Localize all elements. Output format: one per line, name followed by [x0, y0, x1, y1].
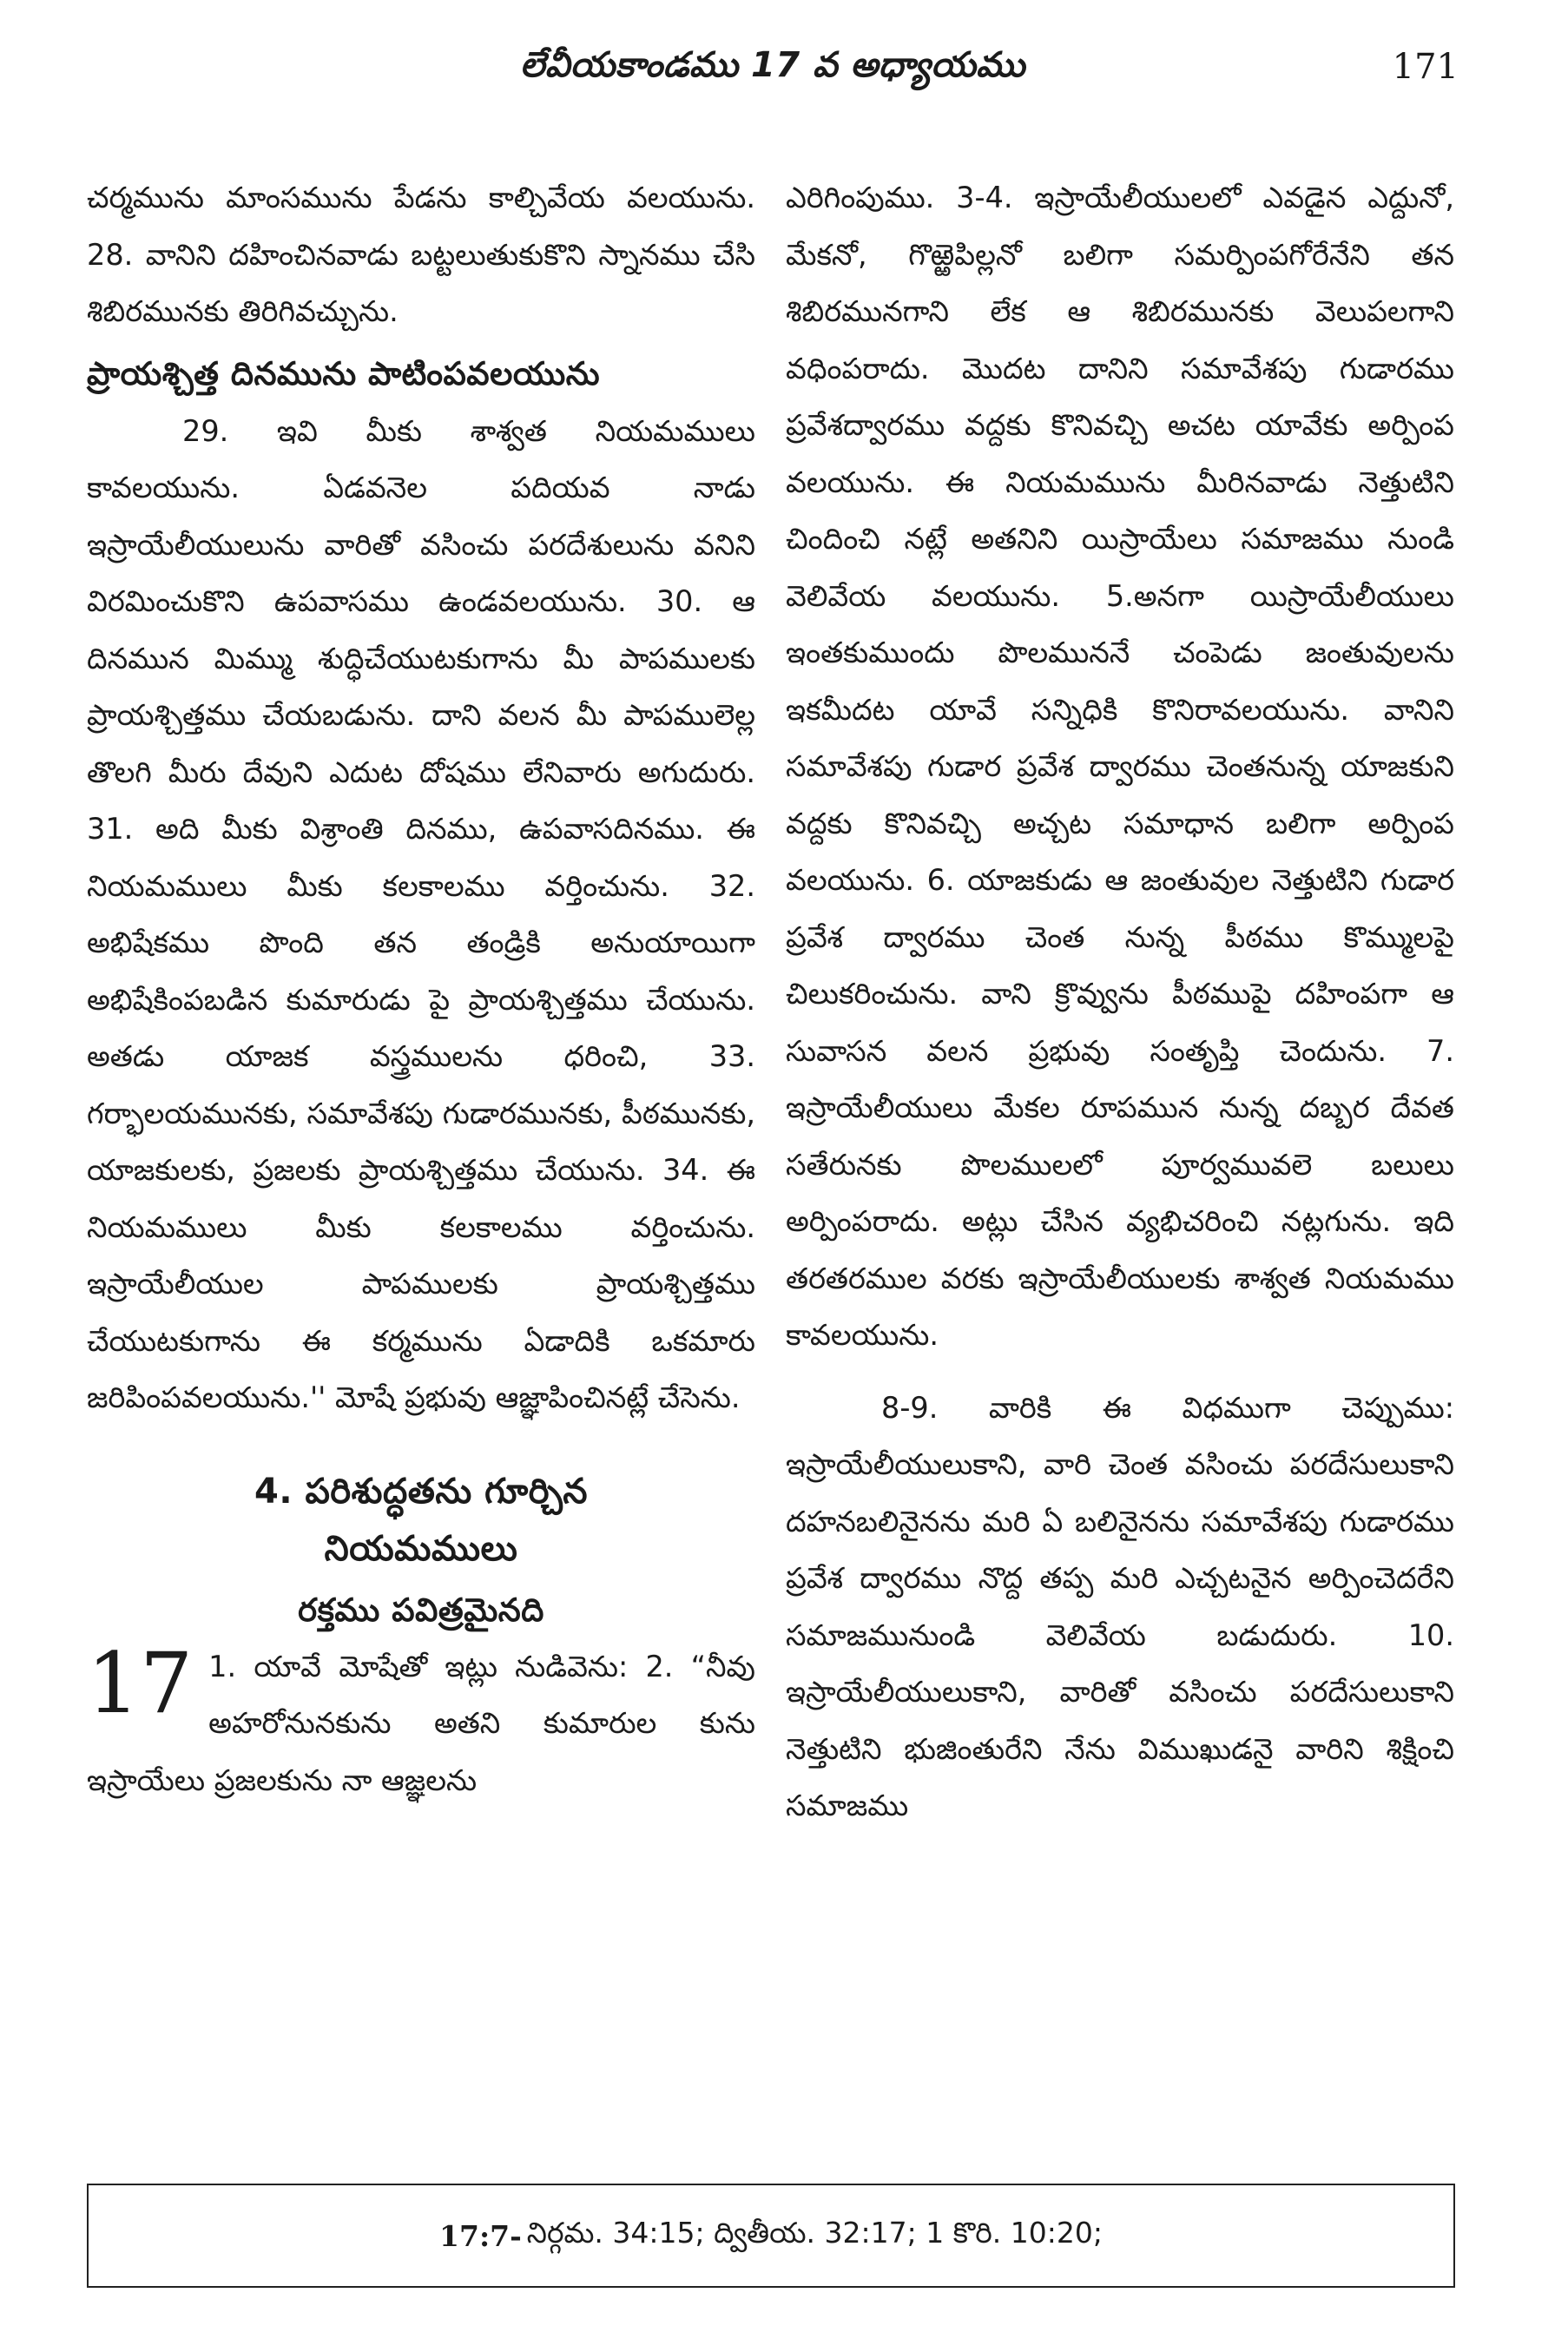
chapter-heading-line: 4. పరిశుద్ధతను గూర్చిన [254, 1471, 588, 1512]
section-heading: ప్రాయశ్చిత్త దినమును పాటింపవలయును [87, 354, 601, 392]
footnote-reference: 17:7- [439, 2218, 522, 2253]
page-number: 171 [1392, 47, 1459, 87]
running-header [87, 42, 1459, 111]
left-column [87, 169, 755, 1808]
right-column [786, 169, 1454, 1835]
paragraph: 29. ఇవి మీకు శాశ్వత నియమములు కావలయును. ఏడవనెల పదియవ నాడు ఇస్రాయేలీయులును వారితో వసించు పరదేశులును వనిని విరమించుకొని ఉపవాసము ఉండవలయును. 30. ఆ దినమున మిమ్ము శుద్ధిచేయుటకుగాను మీ పాపములకు ప్రాయశ్చిత్తము చేయబడును. దాని వలన మీ పాపములెల్ల తొలగి మీరు దేవుని ఎదుట దోషము లేనివారు అగుదురు. 31. అది మీకు విశ్రాంతి దినము, ఉపవాసదినము. ఈ నియమములు మీకు కలకాలము వర్తించును. 32. అభిషేకము పొంది తన తండ్రికి అనుయాయిగా అభిషేకింపబడిన కుమారుడు పై ప్రాయశ్చిత్తము చేయును. అతడు యాజక వస్త్రములను ధరించి, 33. గర్భాలయమునకు, సమావేశపు గుడారమునకు, పీఠమునకు, యాజకులకు, ప్రజలకు ప్రాయశ్చిత్తము చేయును. 34. ఈ నియమములు మీకు కలకాలము వర్తించును. ఇస్రాయేలీయుల పాపములకు ప్రాయశ్చిత్తము చేయుటకుగాను ఈ కర్మమును ఏడాదికి ఒకమారు జరిపింపవలయును.'' మోషే ప్రభువు ఆజ్ఞాపించినట్లే చేసెను. [87, 413, 755, 1414]
footnote-text: నిర్గమ. 34:15; ద్వితీయ. 32:17; 1 కొరి. 10:20; [526, 2215, 1103, 2250]
chapter-heading-line: నియమములు [324, 1528, 518, 1569]
paragraph: 1. యావే మోషేతో ఇట్లు నుడివెను: 2. “నీవు అహరోనునకును అతని కుమారుల కును ఇస్రాయేలు ప్రజలకును నా ఆజ్ఞలను [87, 1649, 755, 1797]
chapter-opening [87, 1634, 755, 1809]
running-title: లేవీయకాండము 17 వ అధ్యాయము [520, 45, 1025, 85]
sub-heading: రక్తము పవిత్రమైనది [298, 1591, 544, 1629]
footnote-box [87, 2184, 1455, 2288]
chapter-number: 17 [87, 1634, 194, 1732]
paragraph: 8-9. వారికి ఈ విధముగా చెప్పుము: ఇస్రాయేలీయులుకాని, వారి చెంత వసించు పరదేసులుకాని దహనబలినైనను మరి ఏ బలినైనను సమావేశపు గుడారము ప్రవేశ ద్వారము నొద్ద తప్ప మరి ఎచ్చటనైన అర్పించెదరేని సమాజమునుండి వెలివేయ బడుదురు. 10. ఇస్రాయేలీయులుకాని, వారితో వసించు పరదేసులుకాని నెత్తుటిని భుజింతురేని నేను విముఖుడనై వారిని శిక్షించి సమాజము [786, 1390, 1454, 1822]
chapter-heading [87, 1463, 755, 1578]
paragraph: ఎరిగింపుము. 3-4. ఇస్రాయేలీయులలో ఎవడైన ఎద్దునో, మేకనో, గొఱ్ఱెపిల్లనో బలిగా సమర్పింపగోరేనేని తన శిబిరమునగాని లేక ఆ శిబిరమునకు వెలుపలగాని వధింపరాదు. మొదట దానిని సమావేశపు గుడారము ప్రవేశద్వారము వద్దకు కొనివచ్చి అచట యావేకు అర్పింప వలయును. ఈ నియమమును మీరినవాడు నెత్తుటిని చిందించి నట్లే అతనిని యిస్రాయేలు సమాజము నుండి వెలివేయ వలయును. 5.అనగా యిస్రాయేలీయులు ఇంతకుముందు పొలముననే చంపెడు జంతువులను ఇకమీదట యావే సన్నిధికి కొనిరావలయును. వానిని సమావేశపు గుడార ప్రవేశ ద్వారము చెంతనున్న యాజకుని వద్దకు కొనివచ్చి అచ్చట సమాధాన బలిగా అర్పింప వలయును. 6. యాజకుడు ఆ జంతువుల నెత్తుటిని గుడార ప్రవేశ ద్వారము చెంత నున్న పీఠము కొమ్ములపై చిలుకరించును. వాని క్రొవ్వును పీఠముపై దహింపగా ఆ సువాసన వలన ప్రభువు సంతృప్తి చెందును. 7. ఇస్రాయేలీయులు మేకల రూపమున నున్న దబ్బర దేవత సతేరునకు పొలములలో పూర్వమువలె బలులు అర్పింపరాదు. అట్లు చేసిన వ్యభిచరించి నట్లగును. ఇది తరతరముల వరకు ఇస్రాయేలీయులకు శాశ్వత నియమము కావలయును. [786, 181, 1454, 1352]
paragraph: చర్మమును మాంసమును పేడను కాల్చివేయ వలయును. 28. వానిని దహించినవాడు బట్టలుతుకుకొని స్నానము చేసి శిబిరమునకు తిరిగివచ్చును. [87, 181, 755, 328]
